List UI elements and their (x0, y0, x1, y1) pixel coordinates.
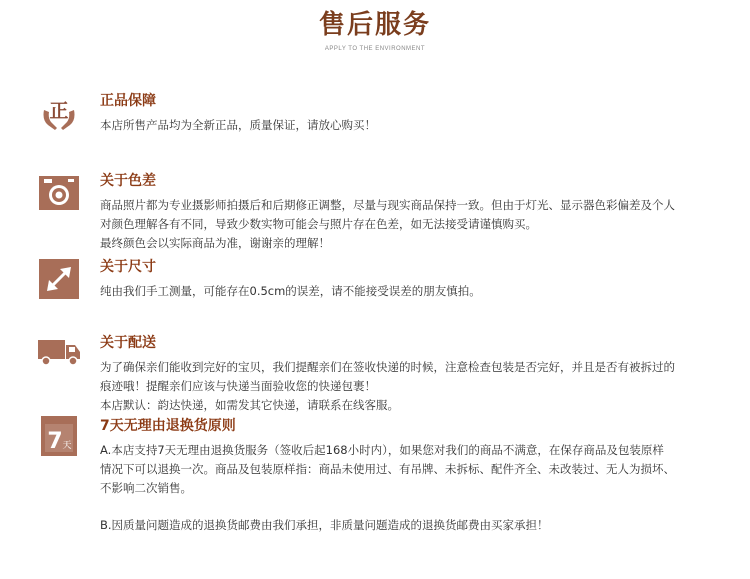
calendar-icon-unit: 天 (62, 441, 72, 451)
page-subtitle: APPLY TO THE ENVIRONMENT (324, 46, 426, 52)
page-title: 售后服务 (318, 10, 431, 40)
section-text: 为了确保亲们能收到完好的宝贝，我们提醒亲们在签收快递的时候，注意检查包装是否完好，并且是否有被拆过的 (100, 360, 675, 374)
section-text: 最终颜色会以实际商品为准，谢谢亲的理解！ (100, 236, 330, 250)
section-title: 关于配送 (100, 335, 156, 351)
section-text: B.因质量问题造成的退换货邮费由我们承担，非质量问题造成的退换货邮费由买家承担！ (100, 518, 549, 532)
section-title: 正品保障 (100, 93, 156, 109)
section-text: 情况下可以退换一次。商品及包装原样指：商品未使用过、有吊牌、未拆标、配件齐全、未改装过、无人为损坏、 (100, 462, 675, 476)
section-title: 关于色差 (100, 173, 156, 189)
genuine-hands-icon (38, 92, 80, 134)
section-text: 痕迹哦！提醒亲们应该与快递当面验收您的快递包裹！ (100, 379, 376, 393)
genuine-icon-char: 正 (49, 100, 69, 122)
section-text: 本店默认：韵达快递，如需发其它快递，请联系在线客服。 (100, 398, 399, 412)
seven-day-calendar-icon (38, 415, 80, 457)
section-title: 关于尺寸 (100, 259, 156, 275)
section-text: A.本店支持7天无理由退换货服务（签收后起168小时内），如果您对我们的商品不满意，在保存商品及包装原样 (100, 443, 664, 457)
truck-icon (38, 334, 80, 376)
section-text: 商品照片都为专业摄影师拍摄后和后期修正调整，尽量与现实商品保持一致。但由于灯光、显示器色彩偏差及个人 (100, 198, 675, 212)
section-text: 对颜色理解各有不同，导致少数实物可能会与照片存在色差，如无法接受请谨慎购买。 (100, 217, 537, 231)
section-text: 纯由我们手工测量，可能存在0.5cm的误差，请不能接受误差的朋友慎拍。 (100, 284, 481, 298)
page-header (0, 6, 750, 52)
section-text: 不影响二次销售。 (100, 481, 192, 495)
section-title: 7天无理由退换货原则 (100, 418, 236, 434)
resize-arrow-icon (38, 258, 80, 300)
camera-icon (38, 172, 80, 214)
calendar-icon-number: 7 (47, 429, 63, 454)
section-text: 本店所售产品均为全新正品，质量保证，请放心购买！ (100, 118, 376, 132)
